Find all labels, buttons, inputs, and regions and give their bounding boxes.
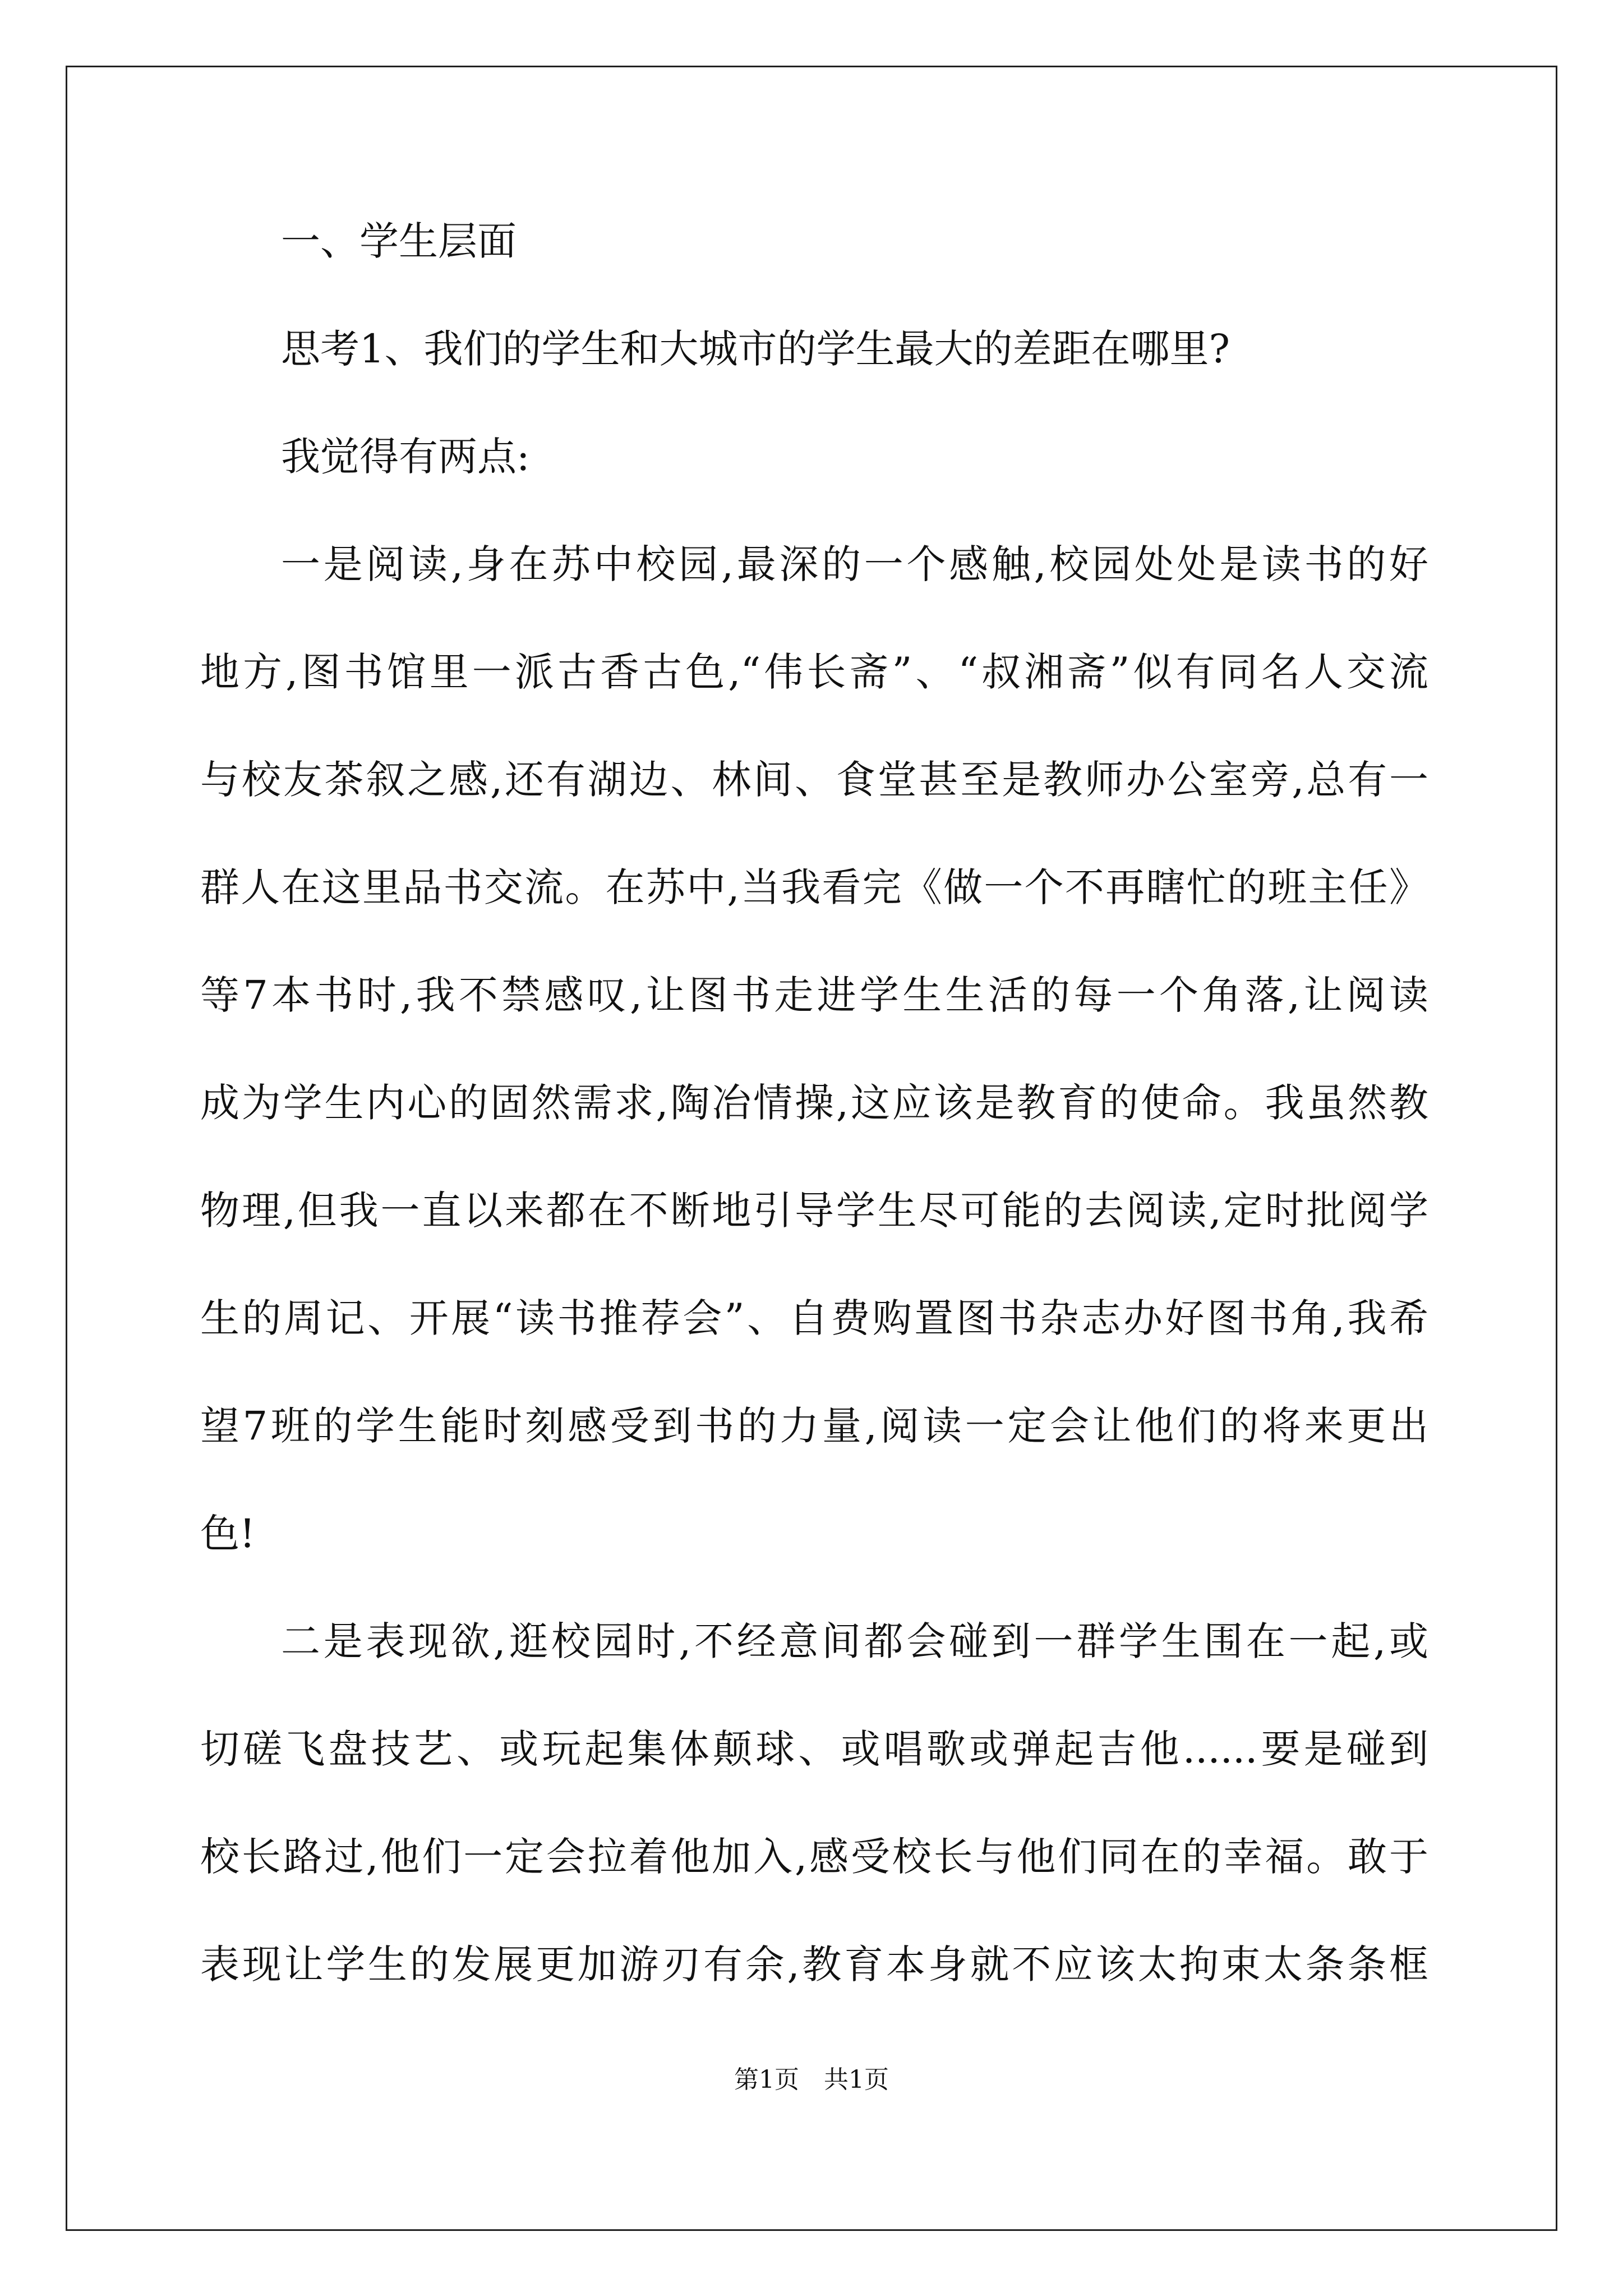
paragraph-line: 色! — [200, 1511, 256, 1557]
paragraph-line: 物理,但我一直以来都在不断地引导学生尽可能的去阅读,定时批阅学 — [200, 1188, 1428, 1234]
paragraph-line: 等7本书时,我不禁感叹,让图书走进学生生活的每一个角落,让阅读 — [200, 972, 1428, 1018]
paragraph-line: 表现让学生的发展更加游刃有余,教育本身就不应该太拘束太条条框 — [200, 1941, 1428, 1987]
paragraph-line: 成为学生内心的固然需求,陶冶情操,这应该是教育的使命。我虽然教 — [200, 1080, 1428, 1126]
paragraph-line: 一是阅读,身在苏中校园,最深的一个感触,校园处处是读书的好 — [281, 541, 1428, 587]
paragraph-expression — [200, 1613, 1428, 1993]
intro-line: 我觉得有两点: — [281, 434, 530, 480]
document-body — [200, 213, 1428, 1993]
paragraph-line: 二是表现欲,逛校园时,不经意间都会碰到一群学生围在一起,或 — [281, 1618, 1428, 1664]
paragraph-line: 望7班的学生能时刻感受到书的力量,阅读一定会让他们的将来更出 — [200, 1403, 1428, 1449]
question-line: 思考1、我们的学生和大城市的学生最大的差距在哪里? — [281, 326, 1230, 372]
page-number: 第1页 共1页 — [734, 2065, 889, 2094]
paragraph-line: 与校友茶叙之感,还有湖边、林间、食堂甚至是教师办公室旁,总有一 — [200, 757, 1429, 803]
paragraph-reading — [200, 536, 1428, 1613]
paragraph-line: 生的周记、开展“读书推荐会”、自费购置图书杂志办好图书角,我希 — [200, 1295, 1428, 1341]
paragraph-line: 切磋飞盘技艺、或玩起集体颠球、或唱歌或弹起吉他......要是碰到 — [200, 1726, 1428, 1772]
paragraph-line: 群人在这里品书交流。在苏中,当我看完《做一个不再瞎忙的班主任》 — [200, 864, 1428, 910]
paragraph-line: 地方,图书馆里一派古香古色,“伟长斋”、“叔湘斋”似有同名人交流 — [200, 649, 1428, 695]
paragraph-line: 校长路过,他们一定会拉着他加入,感受校长与他们同在的幸福。敢于 — [200, 1834, 1429, 1880]
section-heading: 一、学生层面 — [281, 218, 517, 264]
